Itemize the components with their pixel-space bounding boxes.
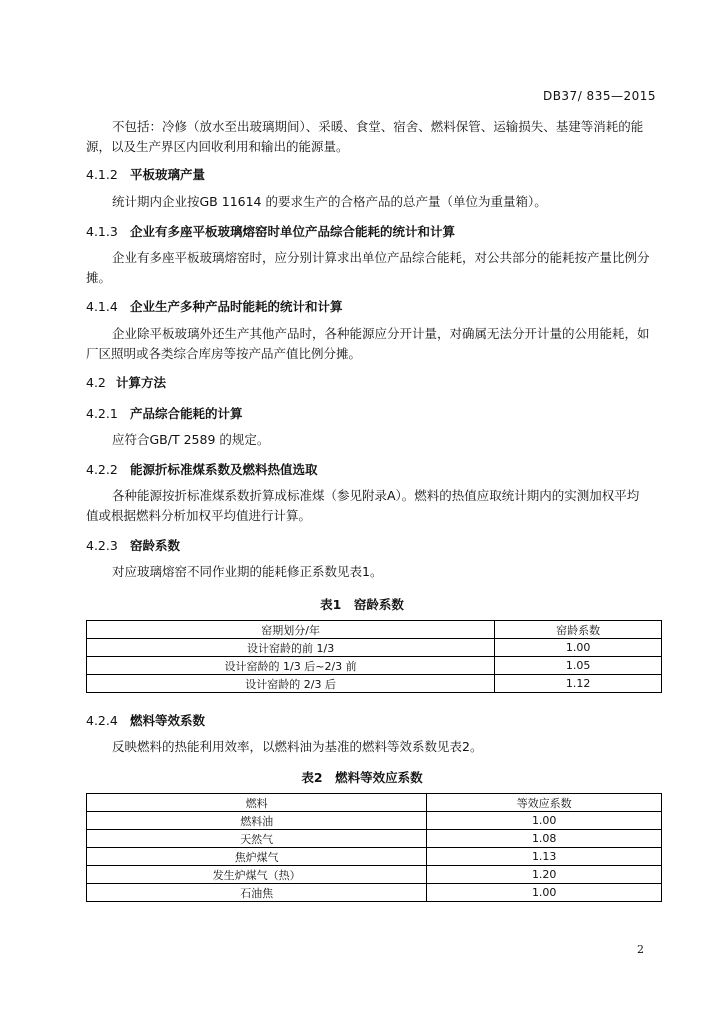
section-4-2-2-body-line-1: 各种能源按折标准煤系数折算成标准煤（参见附录A）。燃料的热值应取统计期内的实测加权平均 — [112, 488, 640, 503]
table-cell: 燃料油 — [87, 812, 427, 830]
table-cell: 设计窑龄的前 1/3 — [87, 639, 495, 657]
section-4-1-2-body: 统计期内企业按GB 11614 的要求生产的合格产品的总产量（单位为重量箱）。 — [112, 194, 547, 209]
table-cell: 1.00 — [427, 884, 662, 902]
table-cell: 1.08 — [427, 830, 662, 848]
section-title: 企业生产多种产品时能耗的统计和计算 — [130, 299, 343, 314]
section-4-1-4-heading — [86, 297, 343, 315]
table-cell: 发生炉煤气（热） — [87, 866, 427, 884]
section-number: 4.1.3 — [86, 224, 118, 239]
section-title: 企业有多座平板玻璃熔窑时单位产品综合能耗的统计和计算 — [130, 224, 456, 239]
table-cell: 1.20 — [427, 866, 662, 884]
table-2 — [86, 793, 662, 902]
column-header: 窑龄系数 — [495, 621, 662, 639]
section-title: 产品综合能耗的计算 — [130, 406, 243, 421]
table-cell: 1.13 — [427, 848, 662, 866]
column-header: 窑期划分/年 — [87, 621, 495, 639]
section-4-2-3-heading — [86, 536, 180, 554]
table-row — [87, 812, 662, 830]
table-1 — [86, 620, 662, 693]
page-number: 2 — [637, 943, 644, 956]
section-number: 4.2.4 — [86, 713, 118, 728]
document-header: DB37/ 835—2015 — [542, 89, 656, 103]
table-row — [87, 866, 662, 884]
section-4-1-3-heading — [86, 222, 455, 240]
section-4-2-1-body: 应符合GB/T 2589 的规定。 — [112, 432, 270, 447]
section-4-2-2-heading — [86, 460, 318, 478]
table-cell: 天然气 — [87, 830, 427, 848]
table-cell: 1.00 — [427, 812, 662, 830]
section-4-1-3-body-line-2: 摊。 — [86, 270, 112, 285]
table-header-row — [87, 621, 662, 639]
table-row — [87, 884, 662, 902]
table-row — [87, 675, 662, 693]
section-title: 计算方法 — [116, 375, 167, 390]
table-row — [87, 639, 662, 657]
section-4-1-2-heading — [86, 165, 205, 183]
section-number: 4.2.3 — [86, 538, 118, 553]
table-cell: 1.12 — [495, 675, 662, 693]
table-cell: 设计窑龄的 1/3 后~2/3 前 — [87, 657, 495, 675]
section-number: 4.1.2 — [86, 167, 118, 182]
section-title: 平板玻璃产量 — [130, 167, 206, 182]
section-4-2-2-body-line-2: 值或根据燃料分析加权平均值进行计算。 — [86, 508, 312, 523]
table-cell: 焦炉煤气 — [87, 848, 427, 866]
section-number: 4.1.4 — [86, 299, 118, 314]
table-cell: 1.05 — [495, 657, 662, 675]
table-1-caption: 表1 窑龄系数 — [320, 597, 404, 612]
table-row — [87, 657, 662, 675]
table-2-caption: 表2 燃料等效应系数 — [301, 770, 423, 785]
section-number: 4.2 — [86, 375, 106, 390]
section-4-2-1-heading — [86, 404, 243, 422]
section-4-1-4-body-line-1: 企业除平板玻璃外还生产其他产品时，各种能源应分开计量，对确属无法分开计量的公用能耗，如 — [112, 326, 650, 341]
section-4-2-4-heading — [86, 711, 205, 729]
section-number: 4.2.2 — [86, 462, 118, 477]
section-4-1-4-body-line-2: 厂区照明或各类综合库房等按产品产值比例分摊。 — [86, 346, 362, 361]
section-title: 窑龄系数 — [130, 538, 181, 553]
column-header: 燃料 — [87, 794, 427, 812]
section-4-2-heading — [86, 373, 166, 391]
section-4-1-3-body-line-1: 企业有多座平板玻璃熔窑时，应分别计算求出单位产品综合能耗，对公共部分的能耗按产量比例分 — [112, 250, 650, 265]
section-4-2-3-body: 对应玻璃熔窑不同作业期的能耗修正系数见表1。 — [112, 564, 383, 579]
column-header: 等效应系数 — [427, 794, 662, 812]
table-cell: 1.00 — [495, 639, 662, 657]
intro-line-2: 源，以及生产界区内回收利用和输出的能源量。 — [86, 139, 349, 154]
table-header-row — [87, 794, 662, 812]
intro-line-1: 不包括：冷修（放水至出玻璃期间）、采暖、食堂、宿舍、燃料保管、运输损失、基建等消耗的能 — [112, 119, 644, 134]
table-cell: 石油焦 — [87, 884, 427, 902]
section-title: 能源折标准煤系数及燃料热值选取 — [130, 462, 318, 477]
table-row — [87, 830, 662, 848]
table-cell: 设计窑龄的 2/3 后 — [87, 675, 495, 693]
table-row — [87, 848, 662, 866]
section-number: 4.2.1 — [86, 406, 118, 421]
section-4-2-4-body: 反映燃料的热能利用效率，以燃料油为基准的燃料等效系数见表2。 — [112, 739, 483, 754]
section-title: 燃料等效系数 — [130, 713, 206, 728]
